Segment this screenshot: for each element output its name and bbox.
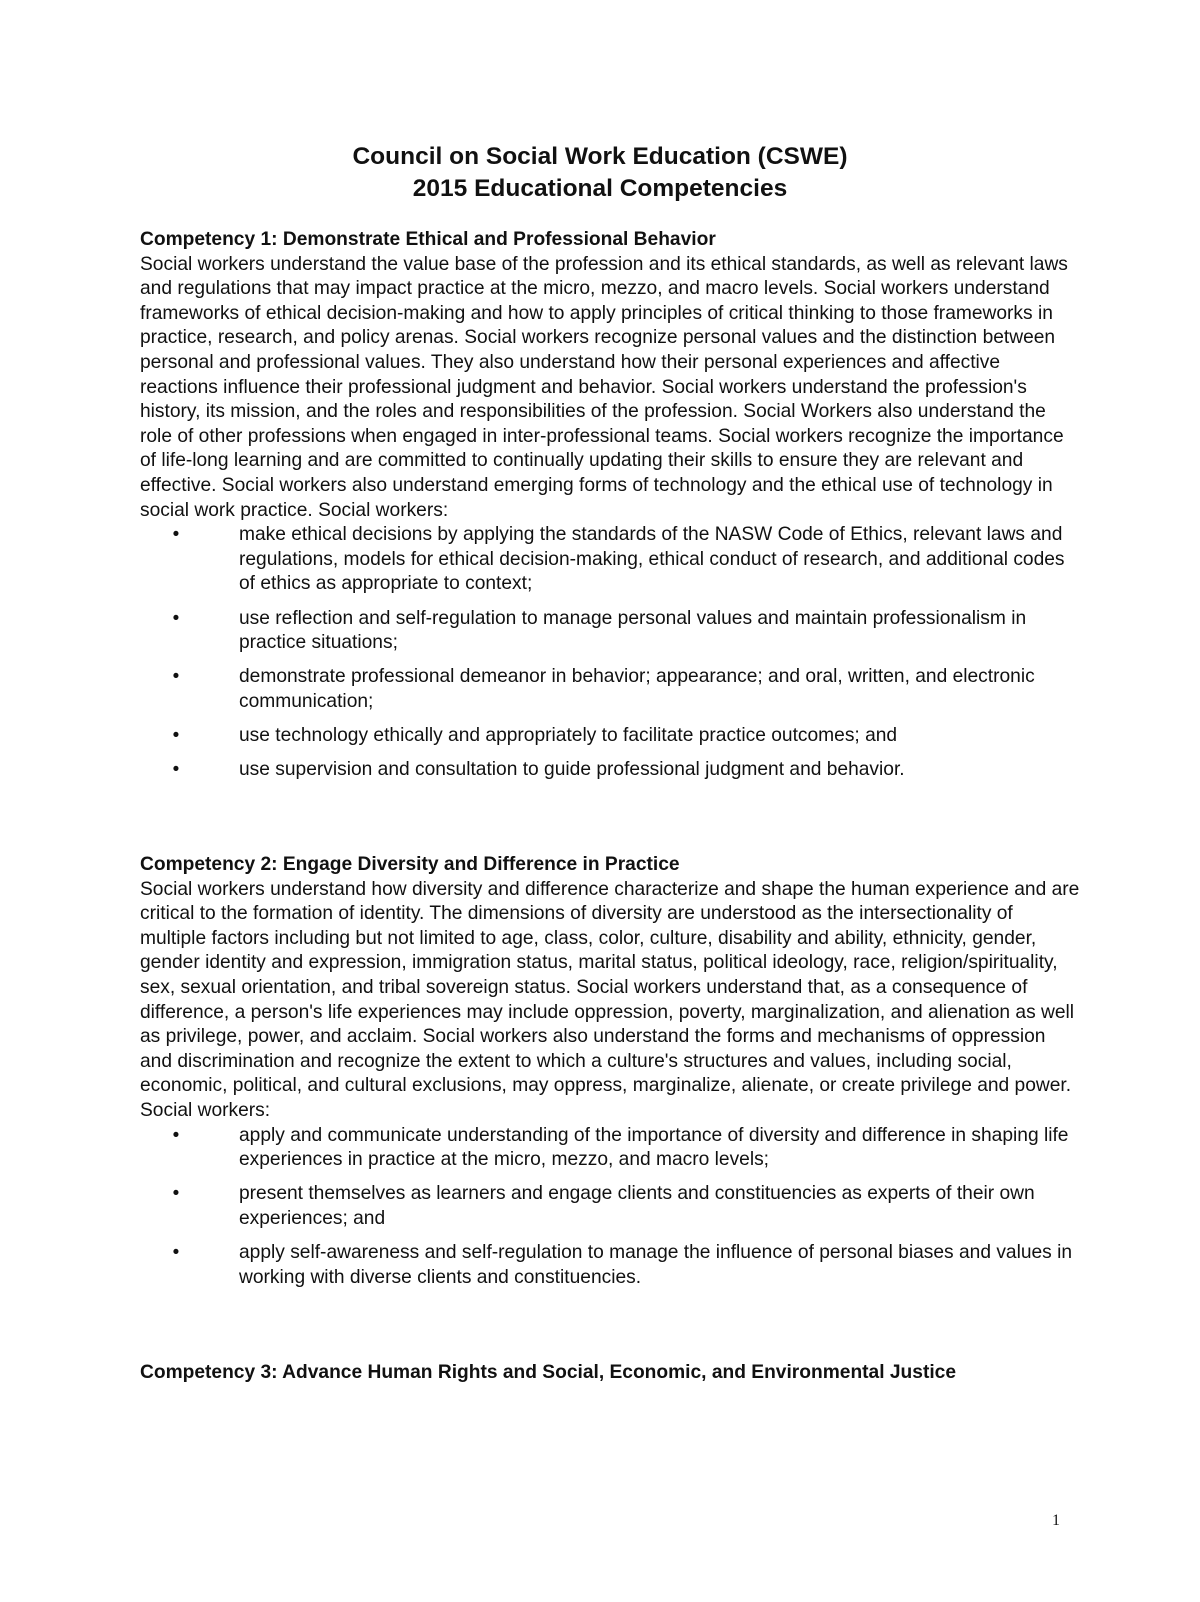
list-item-text: present themselves as learners and engage clients and constituencies as experts of their own experiences; and [239,1183,1035,1229]
list-item-text: make ethical decisions by applying the standards of the NASW Code of Ethics, relevant laws and regulations, models for ethical decision-making, ethical conduct of research, and additional codes of ethics as appropriate to context; [239,524,1065,595]
list-item [140,665,1080,714]
competency-2-heading: Competency 2: Engage Diversity and Difference in Practice [140,854,680,875]
competency-1-paragraph: Social workers understand the value base of the profession and its ethical standards, as well as relevant laws and regulations that may impact practice at the micro, mezzo, and macro levels. Social workers understand frameworks of ethical decision-making and how to apply principles of critical thinking to those frameworks in practice, research, and policy arenas. Social workers recognize personal values and the distinction between personal and professional values. They also understand how their personal experiences and affective reactions influence their professional judgment and behavior. Social workers understand the profession's history, its mission, and the roles and responsibilities of the profession. Social Workers also understand the role of other professions when engaged in inter-professional teams. Social workers recognize the importance of life-long learning and are committed to continually updating their skills to ensure they are relevant and effective. Social workers also understand emerging forms of technology and the ethical use of technology in social work practice. Social workers: [140,253,1068,521]
bullet-icon: • [172,725,180,747]
bullet-icon: • [172,759,180,781]
competency-1-heading: Competency 1: Demonstrate Ethical and Professional Behavior [140,229,716,250]
list-item-text: use reflection and self-regulation to manage personal values and maintain professionalism in practice situations; [239,607,1027,654]
bullet-icon: • [172,666,180,688]
list-item-text: apply and communicate understanding of the importance of diversity and difference in shaping life experiences in practice at the micro, mezzo, and macro levels; [239,1124,1069,1171]
competency-3-heading: Competency 3: Advance Human Rights and Social, Economic, and Environmental Justice [140,1362,957,1383]
list-item-text: use technology ethically and appropriately to facilitate practice outcomes; and [239,725,898,747]
competency-1-bullet-list [140,523,1080,783]
competency-2-bullet-list [140,1124,1080,1291]
bullet-icon: • [172,524,180,546]
competency-1-section [140,228,1080,792]
list-item-text: apply self-awareness and self-regulation to manage the influence of personal biases and values in working with diverse clients and constituencies. [239,1242,1073,1288]
bullet-icon: • [172,1124,180,1146]
title-line-1: Council on Social Work Education (CSWE) [352,143,848,170]
list-item-text: use supervision and consultation to guide professional judgment and behavior. [239,759,905,781]
list-item [140,1182,1080,1231]
list-item [140,724,1080,749]
title-line-2: 2015 Educational Competencies [412,175,788,202]
bullet-icon: • [172,607,180,629]
competency-2-paragraph: Social workers understand how diversity and difference characterize and shape the human experience and are critical to the formation of identity. The dimensions of diversity are understood as the intersectionality of multiple factors including but not limited to age, class, color, culture, disability and ability, ethnicity, gender, gender identity and expression, immigration status, marital status, political ideology, race, religion/spirituality, sex, sexual orientation, and tribal sovereign status. Social workers understand that, as a consequence of difference, a person's life experiences may include oppression, poverty, marginalization, and alienation as well as privilege, power, and acclaim. Social workers also understand the forms and mechanisms of oppression and discrimination and recognize the extent to which a culture's structures and values, including social, economic, political, and cultural exclusions, may oppress, marginalize, alienate, or create privilege and power. Social workers: [140,878,1080,1121]
competency-3-section [140,1361,1080,1386]
competency-2-section [140,853,1080,1300]
list-item [140,1241,1080,1290]
list-item-text: demonstrate professional demeanor in behavior; appearance; and oral, written, and electronic communication; [239,666,1035,712]
list-item [140,523,1080,597]
list-item [140,607,1080,656]
document-title [140,141,1060,205]
list-item [140,758,1080,783]
list-item [140,1124,1080,1173]
bullet-icon: • [172,1183,180,1205]
bullet-icon: • [172,1242,180,1264]
page-number: 1 [1052,1512,1060,1529]
